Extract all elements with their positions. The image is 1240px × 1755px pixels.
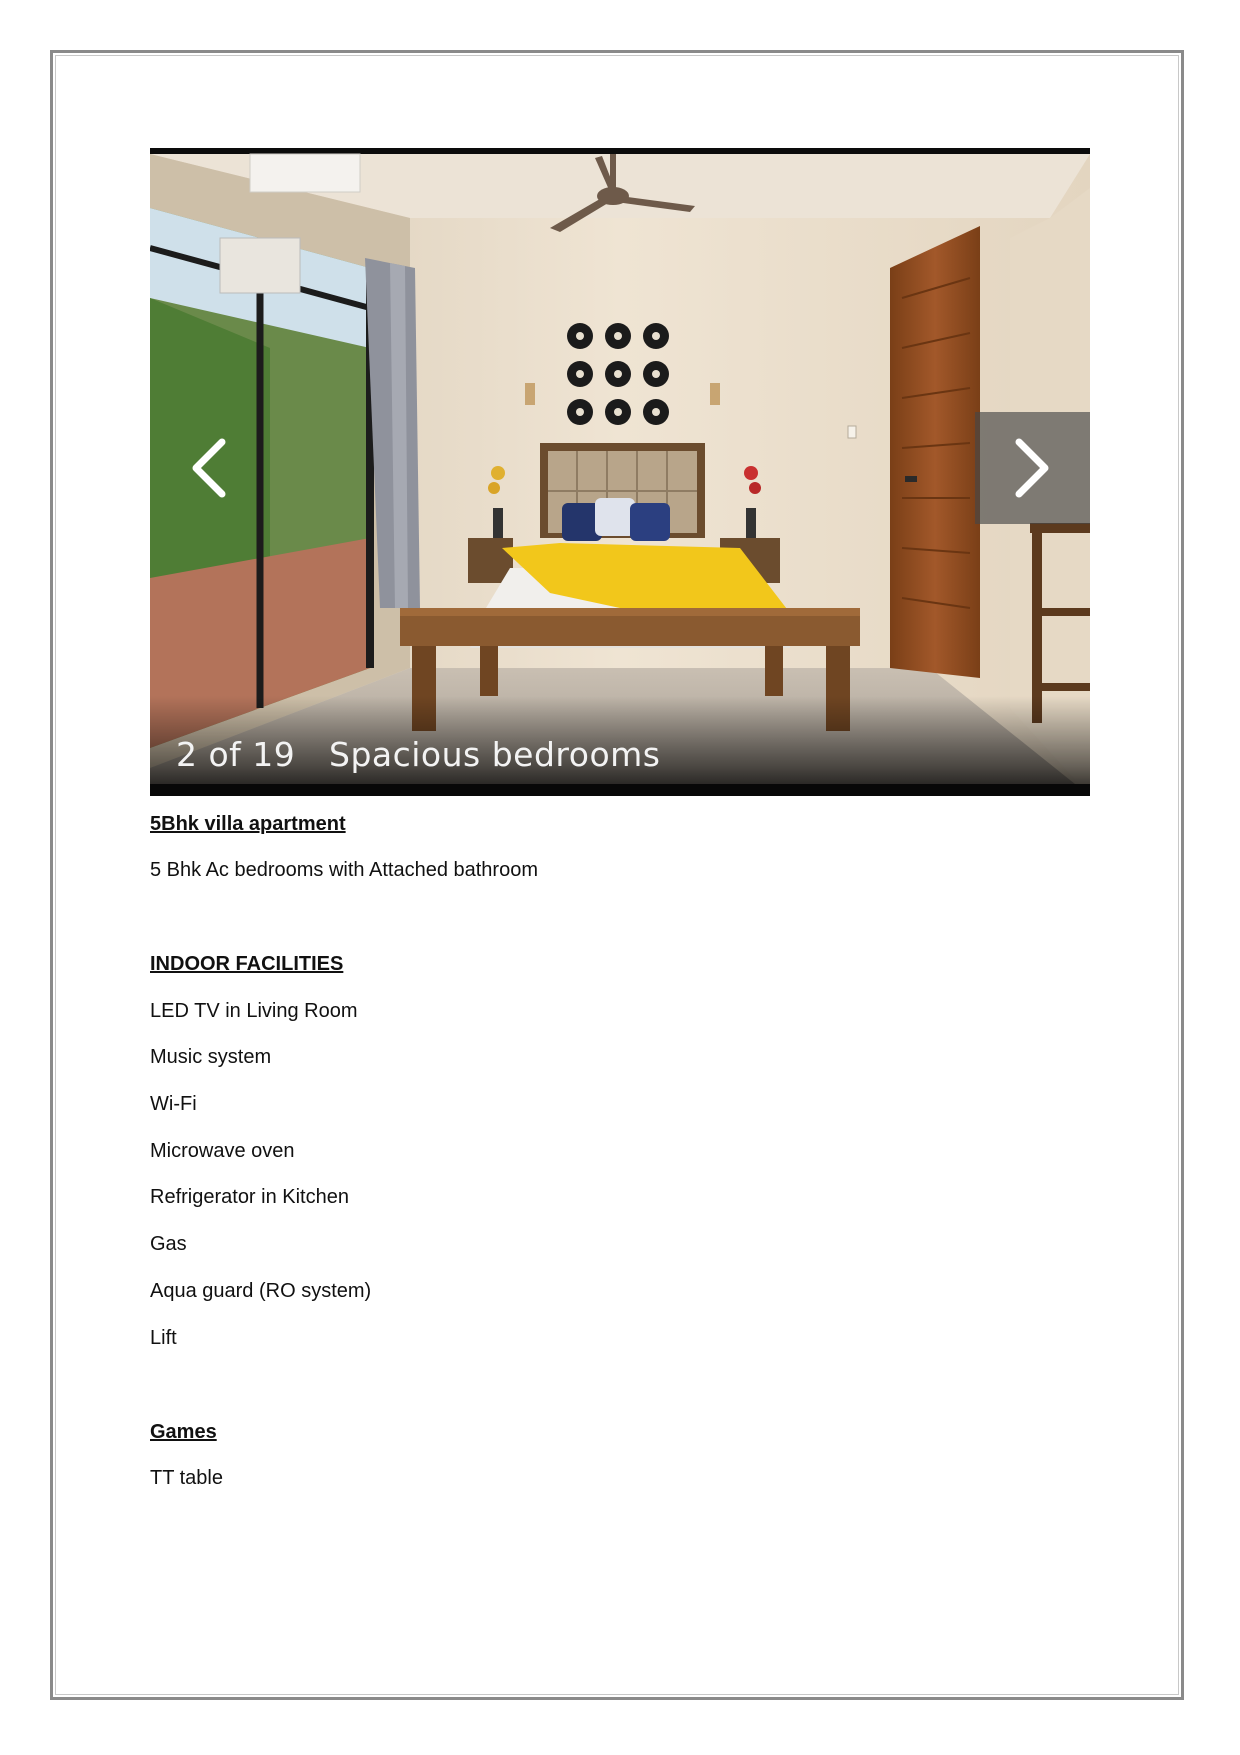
photo-counter: 2 of 19 <box>176 735 296 774</box>
carousel-next-button[interactable] <box>975 412 1090 524</box>
list-item: LED TV in Living Room <box>150 1000 358 1022</box>
caption-bar <box>150 696 1090 796</box>
listing-description: 5 Bhk Ac bedrooms with Attached bathroom <box>150 859 538 881</box>
list-item: Aqua guard (RO system) <box>150 1280 372 1302</box>
list-item: Gas <box>150 1233 187 1255</box>
list-item: Refrigerator in Kitchen <box>150 1186 349 1208</box>
chevron-left-icon <box>186 436 230 500</box>
chevron-right-icon <box>1011 436 1055 500</box>
photo-carousel[interactable] <box>150 148 1090 796</box>
list-item: Music system <box>150 1046 272 1068</box>
indoor-facilities-heading: INDOOR FACILITIES <box>150 953 344 975</box>
list-item: Wi-Fi <box>150 1093 197 1115</box>
carousel-prev-button[interactable] <box>150 412 265 524</box>
list-item: TT table <box>150 1467 223 1489</box>
list-item: Lift <box>150 1327 177 1349</box>
photo-caption: Spacious bedrooms <box>329 735 661 774</box>
listing-title: 5Bhk villa apartment <box>150 813 346 835</box>
games-heading: Games <box>150 1421 217 1443</box>
list-item: Microwave oven <box>150 1140 295 1162</box>
